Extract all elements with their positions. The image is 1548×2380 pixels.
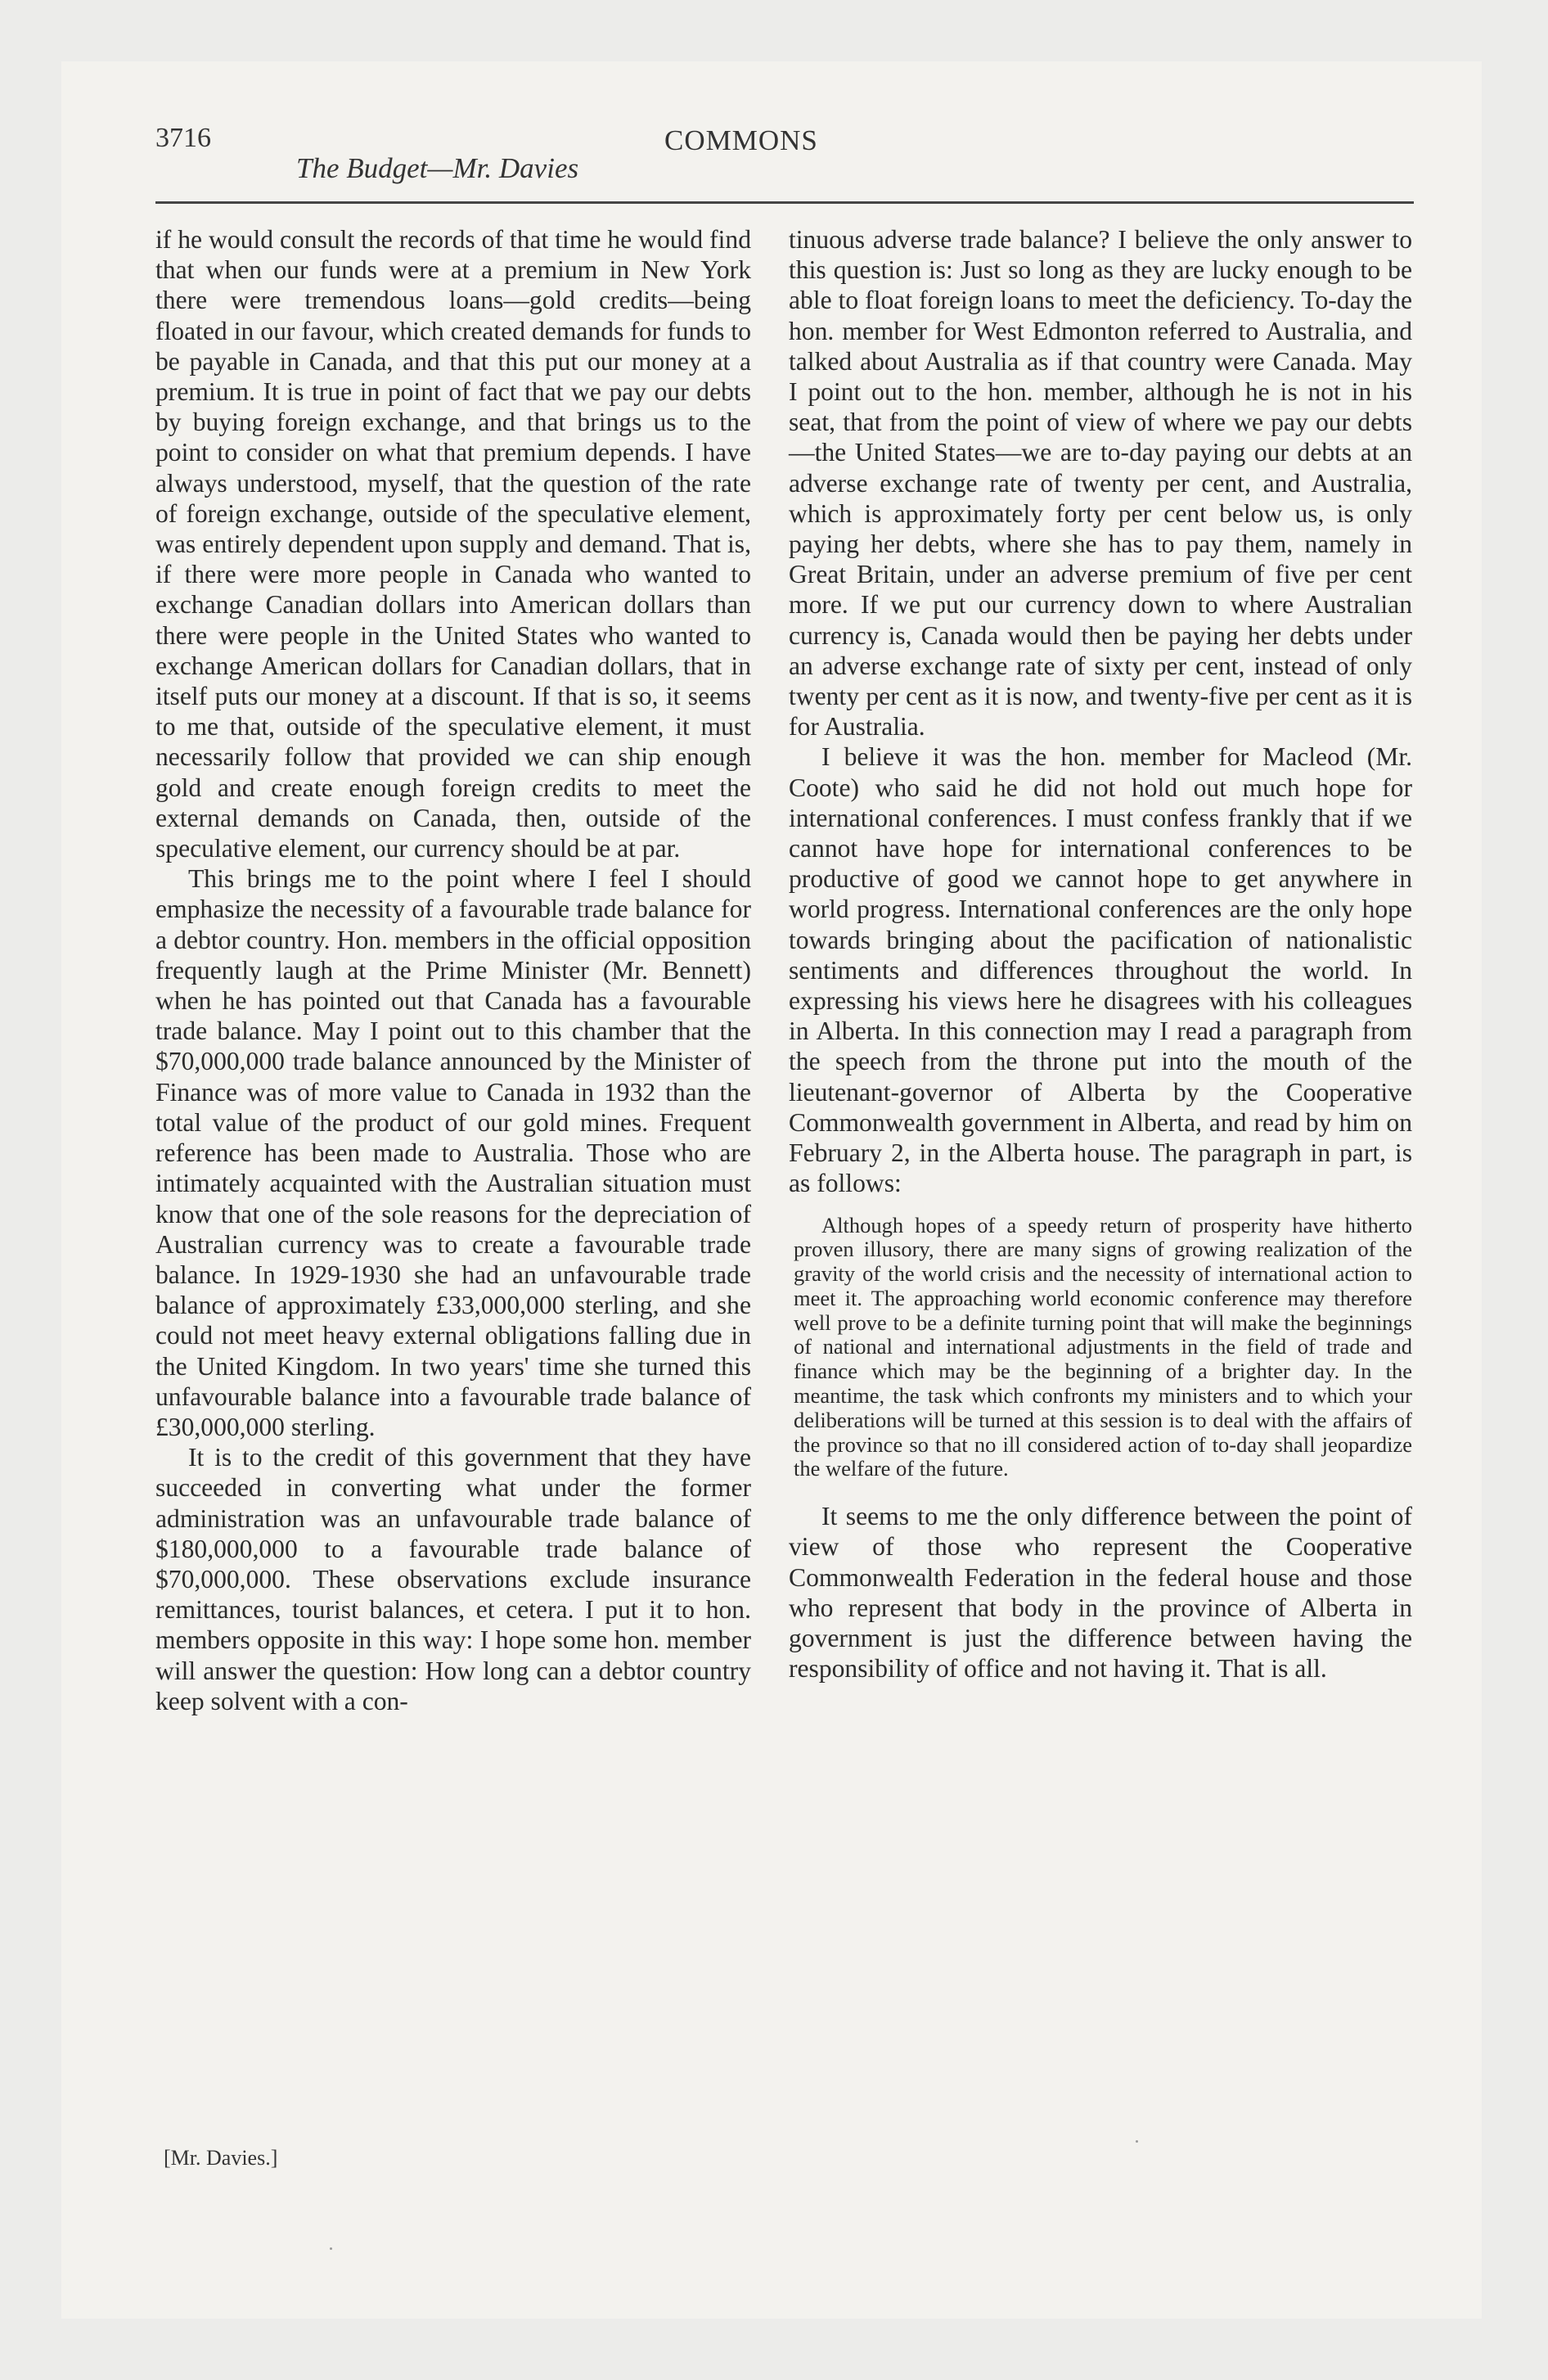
page-number: 3716	[155, 123, 211, 153]
paragraph: tinuous adverse trade balance? I believe the only answer to this question is: Just so long as they are lucky enough to be able to float foreign loans to meet the deficiency. To-day the hon. member for West Edmonton referred to Australia, and talked about Australia as if that country were Canada. May I point out to the hon. member, although he is not in his seat, that from the point of view of where we pay our debts—the United States—we are to-day paying our debts at an adverse exchange rate of twenty per cent, and Australia, which is approximately forty per cent below us, is only paying her debts, where she has to pay them, namely in Great Britain, under an adverse premium of five per cent more. If we put our currency down to where Australian currency is, Canada would then be paying her debts under an adverse exchange rate of sixty per cent, instead of only twenty per cent as it is now, and twenty-five per cent as it is for Australia.	[789, 225, 1412, 741]
paragraph: I believe it was the hon. member for Macleod (Mr. Coote) who said he did not hold out much hope for international conferences. I must confess frankly that if we cannot have hope for international conferences to be productive of good we cannot hope to get anywhere in world progress. International conferences are the only hope towards bringing about the pacification of nationalistic sentiments and differences throughout the world. In expressing his views here he disagrees with his colleagues in Alberta. In this connection may I read a paragraph from the speech from the throne put into the mouth of the lieutenant-governor of Alberta by the Cooperative Commonwealth government in Alberta, and read by him on February 2, in the Alberta house. The paragraph in part, is as follows:	[789, 742, 1412, 1198]
paragraph: This brings me to the point where I feel I should emphasize the necessity of a favourable trade balance for a debtor country. Hon. members in the official opposition frequently laugh at the Prime Minister (Mr. Bennett) when he has pointed out that Canada has a favourable trade balance. May I point out to this chamber that the $70,000,000 trade balance announced by the Minister of Finance was of more value to Canada in 1932 than the total value of the product of our gold mines. Frequent reference has been made to Australia. Those who are intimately acquainted with the Australian situation must know that one of the sole reasons for the depreciation of Australian currency was to create a favourable trade balance. In 1929-1930 she had an unfavourable trade balance of approximately £33,000,000 sterling, and she could not meet heavy external obligations falling due in the United Kingdom. In two years' time she turned this unfavourable balance into a favourable trade balance of £30,000,000 sterling.	[155, 864, 751, 1441]
header-rule	[155, 201, 1414, 204]
right-column	[789, 224, 1412, 1684]
left-column	[155, 224, 751, 1716]
paragraph: It seems to me the only difference between the point of view of those who represent the Cooperative Commonwealth Federation in the federal house and those who represent that body in the province of Alberta in government is just the difference between having the responsibility of office and not having it. That is all.	[789, 1502, 1412, 1684]
paragraph: It is to the credit of this government that they have succeeded in converting what under the former administration was an unfavourable trade balance of $180,000,000 to a favourable trade balance of $70,000,000. These observations exclude insurance remittances, tourist balances, et cetera. I put it to hon. members opposite in this way: I hope some hon. member will answer the question: How long can a debtor country keep solvent with a con-	[155, 1443, 751, 1715]
paragraph: if he would consult the records of that time he would find that when our funds were at a premium in New York there were tremendous loans—gold credits—being floated in our favour, which created demands for funds to be payable in Canada, and that this put our money at a premium. It is true in point of fact that we pay our debts by buying foreign exchange, and that brings us to the point to consider on what that premium depends. I have always understood, myself, that the question of the rate of foreign exchange, outside of the speculative element, was entirely dependent upon supply and demand. That is, if there were more people in Canada who wanted to exchange Canadian dollars into American dollars than there were people in the United States who wanted to exchange American dollars for Canadian dollars, that in itself puts our money at a discount. If that is so, it seems to me that, outside of the speculative element, it must necessarily follow that provided we can ship enough gold and create enough foreign credits to meet the external demands on Canada, then, outside of the speculative element, our currency should be at par.	[155, 225, 751, 863]
speck	[330, 2247, 332, 2250]
block-quote: Although hopes of a speedy return of prosperity have hitherto proven illusory, there are many signs of growing realization of the gravity of the world crisis and the necessity of international action to meet it. The approaching world economic conference may therefore well prove to be a definite turning point that will make the beginnings of national and international adjustments in the field of trade and finance which may be the beginning of a brighter day. In the meantime, the task which confronts my ministers and to which your deliberations will be turned at this session is to deal with the affairs of the province so that no ill considered action of to-day shall jeopardize the welfare of the future.	[794, 1212, 1412, 1481]
speck	[1136, 2140, 1138, 2143]
chamber-title: COMMONS	[664, 124, 818, 156]
speaker-tag: [Mr. Davies.]	[164, 2146, 278, 2170]
running-head: The Budget—Mr. Davies	[296, 152, 579, 184]
